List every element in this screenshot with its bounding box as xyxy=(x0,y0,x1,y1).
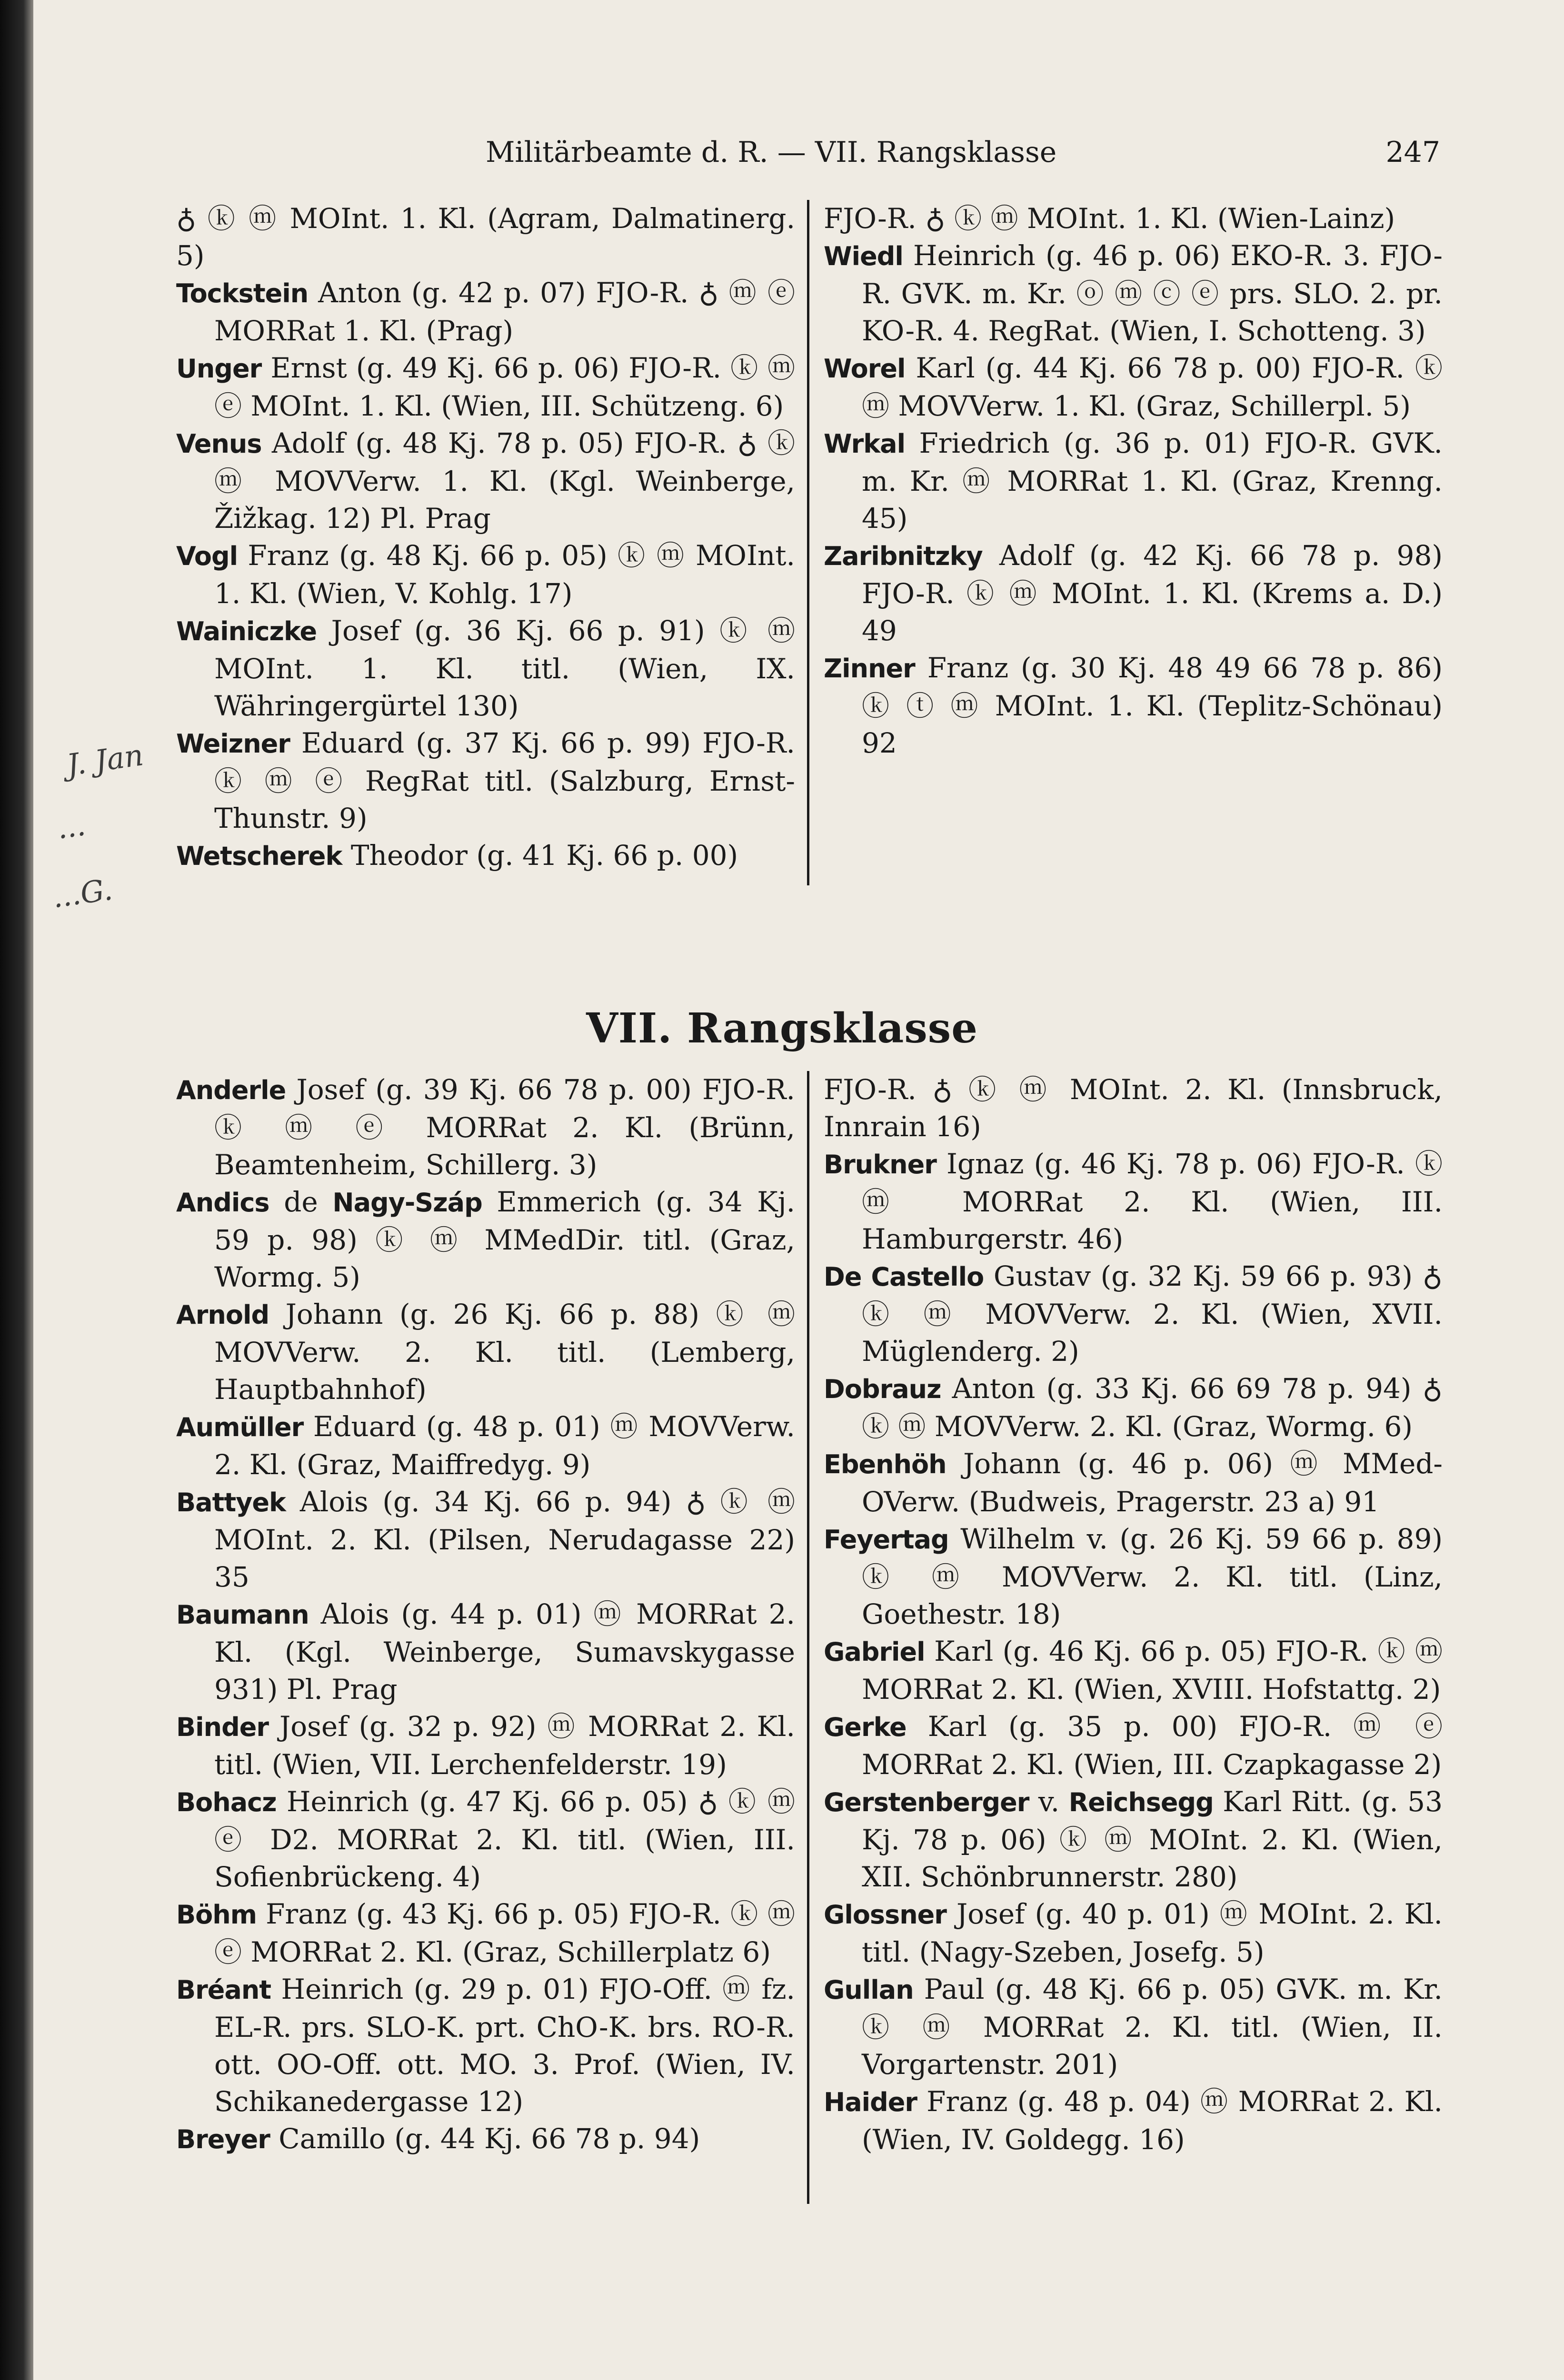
directory-entry xyxy=(176,1971,795,2120)
entry-details: v. xyxy=(1029,1785,1069,1818)
entry-details: Franz (g. 43 Kj. 66 p. 05) FJO-R. ⓚ ⓜ ⓔ MORRat 2. Kl. (Graz, Schillerplatz 6) xyxy=(214,1898,795,1968)
handwritten-margin-note: J. Jan xyxy=(64,737,146,783)
bottom-right-column xyxy=(824,1071,1443,2158)
entry-details: Alois (g. 44 p. 01) ⓜ MORRat 2. Kl. (Kgl. Weinberge, Sumavskygasse 931) Pl. Prag xyxy=(214,1598,795,1706)
directory-entry xyxy=(824,1971,1443,2083)
page-number: 247 xyxy=(1385,136,1440,169)
directory-entry xyxy=(824,1895,1443,1971)
entry-surname: Glossner xyxy=(824,1900,946,1930)
entry-surname: Zaribnitzky xyxy=(824,541,983,571)
directory-entry xyxy=(176,425,795,537)
entry-surname: Weizner xyxy=(176,729,290,759)
section-heading: VII. Rangsklasse xyxy=(586,1004,978,1052)
entry-details: Franz (g. 48 p. 04) ⓜ MORRat 2. Kl. (Wien, IV. Goldegg. 16) xyxy=(862,2085,1443,2156)
entry-details: Friedrich (g. 36 p. 01) FJO-R. GVK. m. Kr. ⓜ MORRat 1. Kl. (Graz, Krenng. 45) xyxy=(862,427,1443,535)
entry-surname-part: Nagy-Száp xyxy=(332,1188,482,1218)
entry-surname: Wainiczke xyxy=(176,616,317,646)
entry-details: Camillo (g. 44 Kj. 66 78 p. 94) xyxy=(269,2122,700,2155)
directory-entry xyxy=(824,1445,1443,1520)
top-right-column xyxy=(824,200,1443,762)
directory-entry xyxy=(176,2120,795,2158)
entry-details: Paul (g. 48 Kj. 66 p. 05) GVK. m. Kr. ⓚ ⓜ MORRat 2. Kl. titl. (Wien, II. Vorgartenstr. 201) xyxy=(862,1973,1443,2081)
entry-surname: Wrkal xyxy=(824,429,906,459)
entry-surname: Tockstein xyxy=(176,278,309,308)
directory-entry xyxy=(176,612,795,724)
entry-surname: Vogl xyxy=(176,541,238,571)
entry-surname: Ebenhöh xyxy=(824,1449,946,1479)
entry-details: Heinrich (g. 46 p. 06) EKO-R. 3. FJO-R. GVK. m. Kr. ⓞ ⓜ ⓒ ⓔ prs. SLO. 2. pr. KO-R. 4. RegRat. (Wien, I. Schotteng. 3) xyxy=(862,239,1443,347)
entry-surname: Böhm xyxy=(176,1900,257,1930)
entry-surname: Haider xyxy=(824,2087,917,2117)
entry-details: Alois (g. 34 Kj. 66 p. 94) ♁ ⓚ ⓜ MOInt. 2. Kl. (Pilsen, Nerudagasse 22) 35 xyxy=(214,1486,795,1593)
handwritten-margin-note: ... xyxy=(55,807,88,846)
entry-surname: Bohacz xyxy=(176,1787,277,1817)
entry-details: Eduard (g. 37 Kj. 66 p. 99) FJO-R. ⓚ ⓜ ⓔ RegRat titl. (Salzburg, Ernst-Thunstr. 9) xyxy=(214,727,795,834)
directory-entry xyxy=(176,274,795,349)
top-entries-block xyxy=(176,200,1443,885)
directory-entry xyxy=(176,1708,795,1783)
directory-entry xyxy=(824,1633,1443,1708)
directory-entry xyxy=(824,1370,1443,1445)
entry-details: Ernst (g. 49 Kj. 66 p. 06) FJO-R. ⓚ ⓜ ⓔ MOInt. 1. Kl. (Wien, III. Schützeng. 6) xyxy=(214,352,795,422)
directory-entry xyxy=(824,1071,1443,1145)
entry-surname: Andics xyxy=(176,1188,269,1218)
entry-details: FJO-R. ♁ ⓚ ⓜ MOInt. 2. Kl. (Innsbruck, Innrain 16) xyxy=(824,1073,1443,1143)
entry-details: Eduard (g. 48 p. 01) ⓜ MOVVerw. 2. Kl. (Graz, Maiffredyg. 9) xyxy=(214,1410,795,1481)
directory-entry xyxy=(176,1596,795,1708)
directory-entry xyxy=(824,1258,1443,1370)
entry-details: Anton (g. 42 p. 07) FJO-R. ♁ ⓜ ⓔ MORRat 1. Kl. (Prag) xyxy=(214,277,795,347)
entry-surname: Gullan xyxy=(824,1975,914,2005)
entry-details: Johann (g. 46 p. 06) ⓜ MMed-OVerw. (Budweis, Pragerstr. 23 a) 91 xyxy=(862,1448,1443,1518)
directory-entry xyxy=(824,1145,1443,1258)
entry-details: ♁ ⓚ ⓜ MOInt. 1. Kl. (Agram, Dalmatinerg. 5) xyxy=(176,202,795,272)
entry-surname-part: Reichsegg xyxy=(1068,1787,1214,1817)
entry-details: Karl Ritt. (g. 53 Kj. 78 p. 06) ⓚ ⓜ MOInt. 2. Kl. (Wien, XII. Schönbrunnerstr. 280) xyxy=(862,1785,1443,1893)
running-title: Militärbeamte d. R. — VII. Rangsklasse xyxy=(486,136,1057,169)
entry-surname: Gerke xyxy=(824,1712,907,1742)
directory-entry xyxy=(824,1708,1443,1783)
entry-details: Johann (g. 26 Kj. 66 p. 88) ⓚ ⓜ MOVVerw. 2. Kl. titl. (Lemberg, Hauptbahnhof) xyxy=(214,1298,795,1406)
directory-entry xyxy=(824,649,1443,762)
directory-entry xyxy=(824,2083,1443,2158)
directory-entry xyxy=(176,1895,795,1971)
entry-surname: Aumüller xyxy=(176,1412,304,1442)
entry-surname: Brukner xyxy=(824,1150,936,1180)
top-left-column xyxy=(176,200,795,875)
directory-entry xyxy=(176,724,795,837)
column-divider-bottom xyxy=(807,1071,809,2204)
entry-surname: Gerstenberger xyxy=(824,1787,1029,1817)
directory-entry xyxy=(176,837,795,875)
entry-details: Franz (g. 48 Kj. 66 p. 05) ⓚ ⓜ MOInt. 1. Kl. (Wien, V. Kohlg. 17) xyxy=(214,539,795,610)
entry-surname: Gabriel xyxy=(824,1637,925,1667)
directory-entry xyxy=(176,1183,795,1296)
entry-surname: Breyer xyxy=(176,2124,270,2154)
directory-entry xyxy=(176,1071,795,1183)
page-header xyxy=(176,136,1440,178)
entry-details: Heinrich (g. 47 Kj. 66 p. 05) ♁ ⓚ ⓜ ⓔ D2. MORRat 2. Kl. titl. (Wien, III. Sofienbrückeng. 4) xyxy=(214,1785,795,1893)
entry-surname: Wiedl xyxy=(824,241,903,271)
entry-details: Karl (g. 44 Kj. 66 78 p. 00) FJO-R. ⓚ ⓜ MOVVerw. 1. Kl. (Graz, Schillerpl. 5) xyxy=(862,352,1443,422)
entry-surname: Venus xyxy=(176,429,262,459)
entry-details: Theodor (g. 41 Kj. 66 p. 00) xyxy=(342,839,738,872)
entry-details: Josef (g. 32 p. 92) ⓜ MORRat 2. Kl. titl. (Wien, VII. Lerchenfelderstr. 19) xyxy=(214,1710,795,1781)
directory-entry xyxy=(176,1296,795,1408)
column-divider-top xyxy=(807,200,809,885)
directory-entry xyxy=(176,1408,795,1483)
entry-details: Karl (g. 35 p. 00) FJO-R. ⓜ ⓔ MORRat 2. Kl. (Wien, III. Czapkagasse 2) xyxy=(862,1710,1443,1781)
entry-surname: Battyek xyxy=(176,1488,286,1517)
directory-entry xyxy=(824,349,1443,425)
entry-details: Gustav (g. 32 Kj. 59 66 p. 93) ♁ ⓚ ⓜ MOVVerw. 2. Kl. (Wien, XVII. Müglenderg. 2) xyxy=(862,1260,1443,1368)
entry-details: Wilhelm v. (g. 26 Kj. 59 66 p. 89) ⓚ ⓜ MOVVerw. 2. Kl. titl. (Linz, Goethestr. 18) xyxy=(862,1523,1443,1630)
entry-details: Franz (g. 30 Kj. 48 49 66 78 p. 86) ⓚ ⓣ ⓜ MOInt. 1. Kl. (Teplitz-Schönau) 92 xyxy=(862,652,1443,759)
directory-entry xyxy=(176,1783,795,1895)
entry-surname: Unger xyxy=(176,354,262,384)
directory-entry xyxy=(824,537,1443,649)
directory-entry xyxy=(824,237,1443,349)
entry-surname: De Castello xyxy=(824,1262,984,1292)
entry-surname: Wetscherek xyxy=(176,841,342,871)
entry-surname: Dobrauz xyxy=(824,1374,941,1404)
directory-entry xyxy=(176,349,795,425)
bottom-left-column xyxy=(176,1071,795,2158)
entry-surname: Feyertag xyxy=(824,1525,949,1555)
directory-entry xyxy=(824,1783,1443,1895)
entry-details: Adolf (g. 42 Kj. 66 78 p. 98) FJO-R. ⓚ ⓜ MOInt. 1. Kl. (Krems a. D.) 49 xyxy=(862,539,1443,647)
entry-details: FJO-R. ♁ ⓚ ⓜ MOInt. 1. Kl. (Wien-Lainz) xyxy=(824,202,1395,235)
entry-details: Karl (g. 46 Kj. 66 p. 05) FJO-R. ⓚ ⓜ MORRat 2. Kl. (Wien, XVIII. Hofstattg. 2) xyxy=(862,1635,1443,1706)
entry-details: Josef (g. 40 p. 01) ⓜ MOInt. 2. Kl. titl. (Nagy-Szeben, Josefg. 5) xyxy=(862,1898,1443,1968)
entry-surname: Bréant xyxy=(176,1975,271,2005)
directory-entry xyxy=(176,1483,795,1596)
entry-details: Emmerich (g. 34 Kj. 59 p. 98) ⓚ ⓜ MMedDir. titl. (Graz, Wormg. 5) xyxy=(214,1186,796,1293)
entry-details: Josef (g. 36 Kj. 66 p. 91) ⓚ ⓜ MOInt. 1. Kl. titl. (Wien, IX. Währingergürtel 130) xyxy=(214,615,795,722)
entry-surname: Baumann xyxy=(176,1600,309,1630)
entry-details: Josef (g. 39 Kj. 66 78 p. 00) FJO-R. ⓚ ⓜ ⓔ MORRat 2. Kl. (Brünn, Beamtenheim, Schillerg. 3) xyxy=(214,1073,795,1181)
bottom-entries-block xyxy=(176,1071,1443,2204)
directory-entry xyxy=(824,1520,1443,1633)
entry-details: Ignaz (g. 46 Kj. 78 p. 06) FJO-R. ⓚ ⓜ MORRat 2. Kl. (Wien, III. Hamburgerstr. 46) xyxy=(862,1148,1443,1255)
directory-entry xyxy=(824,200,1443,237)
handwritten-margin-note: ...G. xyxy=(50,872,115,915)
entry-details: Anton (g. 33 Kj. 66 69 78 p. 94) ♁ ⓚ ⓜ MOVVerw. 2. Kl. (Graz, Wormg. 6) xyxy=(862,1372,1443,1443)
entry-details: Heinrich (g. 29 p. 01) FJO-Off. ⓜ fz. EL-R. prs. SLO-K. prt. ChO-K. brs. RO-R. ott. OO-Off. ott. MO. 3. Prof. (Wien, IV. Schikanedergasse 12) xyxy=(214,1973,795,2118)
directory-entry xyxy=(176,200,795,274)
entry-details: Adolf (g. 48 Kj. 78 p. 05) FJO-R. ♁ ⓚ ⓜ MOVVerw. 1. Kl. (Kgl. Weinberge, Žižkag. 12) Pl. Prag xyxy=(214,427,795,535)
entry-surname: Anderle xyxy=(176,1075,286,1105)
entry-surname: Zinner xyxy=(824,654,915,684)
entry-surname: Arnold xyxy=(176,1300,269,1330)
book-binding-edge xyxy=(0,0,33,2380)
entry-surname: Worel xyxy=(824,354,906,384)
directory-entry xyxy=(176,537,795,612)
entry-details: de xyxy=(269,1186,333,1218)
entry-surname: Binder xyxy=(176,1712,269,1742)
directory-entry xyxy=(824,425,1443,537)
